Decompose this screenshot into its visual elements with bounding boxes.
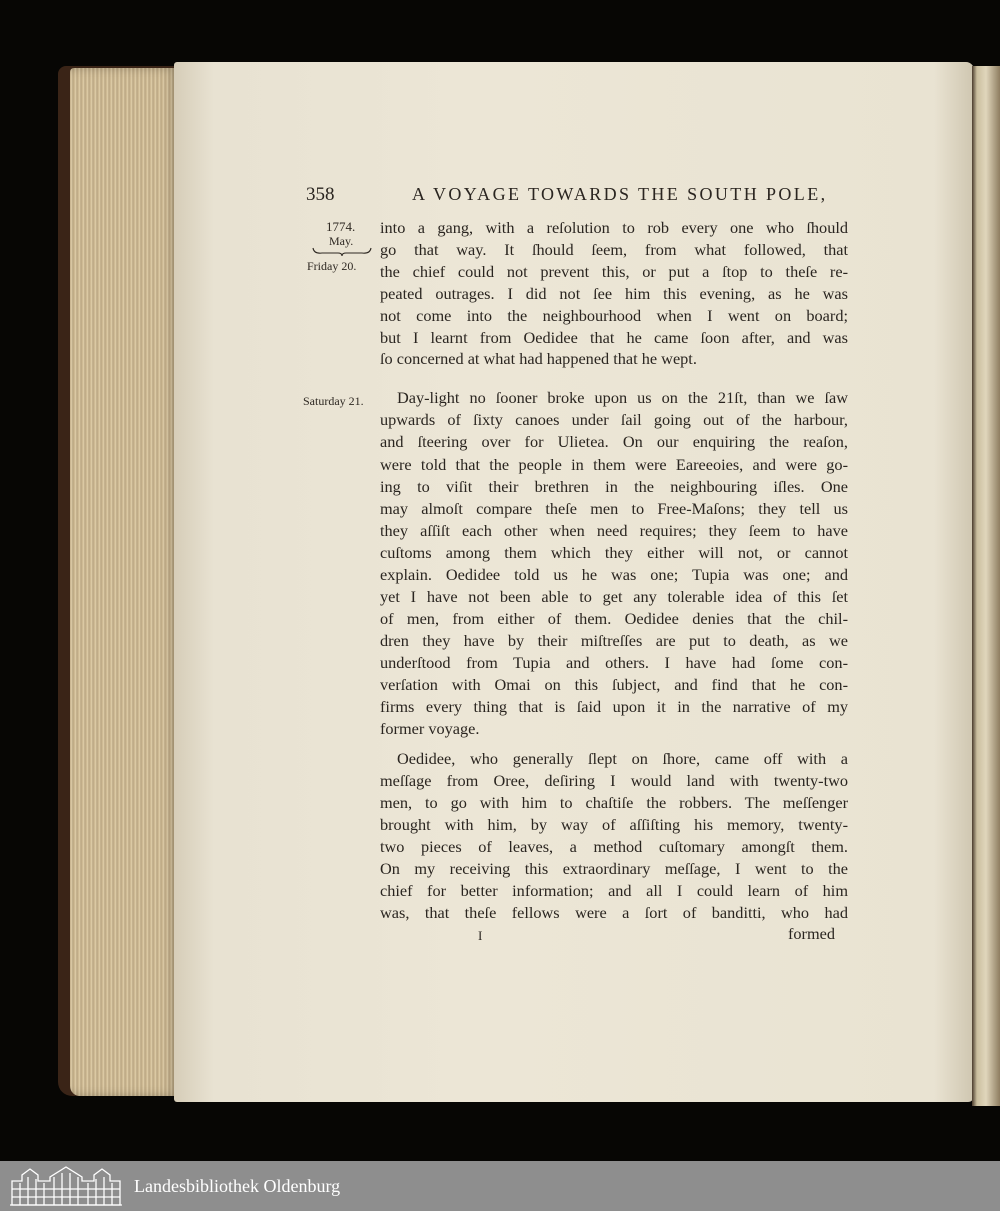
- margin-year: 1774.: [326, 219, 356, 234]
- library-footer-bar: [0, 1161, 1000, 1211]
- text-line: go that way. It ſhould ſeem, from what followed, that: [380, 240, 848, 259]
- text-line: of men, from either of them. Oedidee denies that the chil-: [380, 609, 848, 628]
- margin-brace-icon: [312, 247, 372, 257]
- text-line: yet I have not been able to get any tolerable idea of this ſet: [380, 587, 848, 606]
- text-line: brought with him, by way of aſſiſting his memory, twenty-: [380, 815, 848, 834]
- margin-day-friday: Friday 20.: [307, 259, 357, 273]
- text-line: not come into the neighbourhood when I went on board;: [380, 306, 848, 325]
- text-line: On my receiving this extraordinary meſſage, I went to the: [380, 859, 848, 878]
- signature-mark: I: [478, 928, 483, 943]
- text-line: peated outrages. I did not ſee him this evening, as he was: [380, 284, 848, 303]
- text-line: into a gang, with a reſolution to rob every one who ſhould: [380, 218, 848, 237]
- page-number: 358: [306, 184, 335, 205]
- library-name: Landesbibliothek Oldenburg: [134, 1176, 341, 1196]
- text-line: and ſteering over for Ulietea. On our enquiring the reaſon,: [380, 432, 848, 451]
- text-line: men, to go with him to chaſtiſe the robbers. The meſſenger: [380, 793, 848, 812]
- text-line: may almoſt compare theſe men to Free-Maſons; they tell us: [380, 499, 848, 518]
- text-line: but I learnt from Oedidee that he came ſoon after, and was: [380, 328, 848, 347]
- text-line: Day-light no ſooner broke upon us on the 21ſt, than we ſaw: [397, 388, 848, 407]
- margin-day-saturday: Saturday 21.: [303, 394, 364, 408]
- text-line: underſtood from Tupia and others. I have had ſome con-: [380, 653, 848, 672]
- page-gutter-right: [972, 66, 1000, 1106]
- text-line: dren they have by their miſtreſſes are put to death, as we: [380, 631, 848, 650]
- text-line: was, that theſe fellows were a ſort of banditti, who had: [380, 903, 848, 922]
- text-line: meſſage from Oree, deſiring I would land with twenty-two: [380, 771, 848, 790]
- text-line: Oedidee, who generally ſlept on ſhore, came off with a: [397, 749, 848, 768]
- catchword: formed: [788, 924, 836, 943]
- text-line: upwards of ſixty canoes under ſail going out of the harbour,: [380, 410, 848, 429]
- page-edges: [70, 68, 178, 1096]
- running-head: [306, 180, 850, 212]
- text-line: ing to viſit their brethren in the neighbouring iſles. One: [380, 477, 848, 496]
- text-line: firms every thing that is ſaid upon it in the narrative of my: [380, 697, 848, 716]
- library-building-icon: [8, 1165, 124, 1207]
- text-line: two pieces of leaves, a method cuſtomary amongſt them.: [380, 837, 848, 856]
- text-line: were told that the people in them were Eareeoies, and were go-: [380, 455, 848, 474]
- text-line: verſation with Omai on this ſubject, and find that he con-: [380, 675, 848, 694]
- text-line: explain. Oedidee told us he was one; Tupia was one; and: [380, 565, 848, 584]
- text-line: the chief could not prevent this, or put a ſtop to theſe re-: [380, 262, 848, 281]
- text-line: former voyage.: [380, 719, 480, 738]
- text-line: cuſtoms among them which they either will not, or cannot: [380, 543, 848, 562]
- text-line: ſo concerned at what had happened that he wept.: [380, 349, 697, 368]
- text-line: chief for better information; and all I could learn of him: [380, 881, 848, 900]
- running-head-title: A VOYAGE TOWARDS THE SOUTH POLE,: [412, 184, 828, 204]
- text-line: they aſſiſt each other when need requires; they ſeem to have: [380, 521, 848, 540]
- margin-month: May.: [329, 234, 354, 248]
